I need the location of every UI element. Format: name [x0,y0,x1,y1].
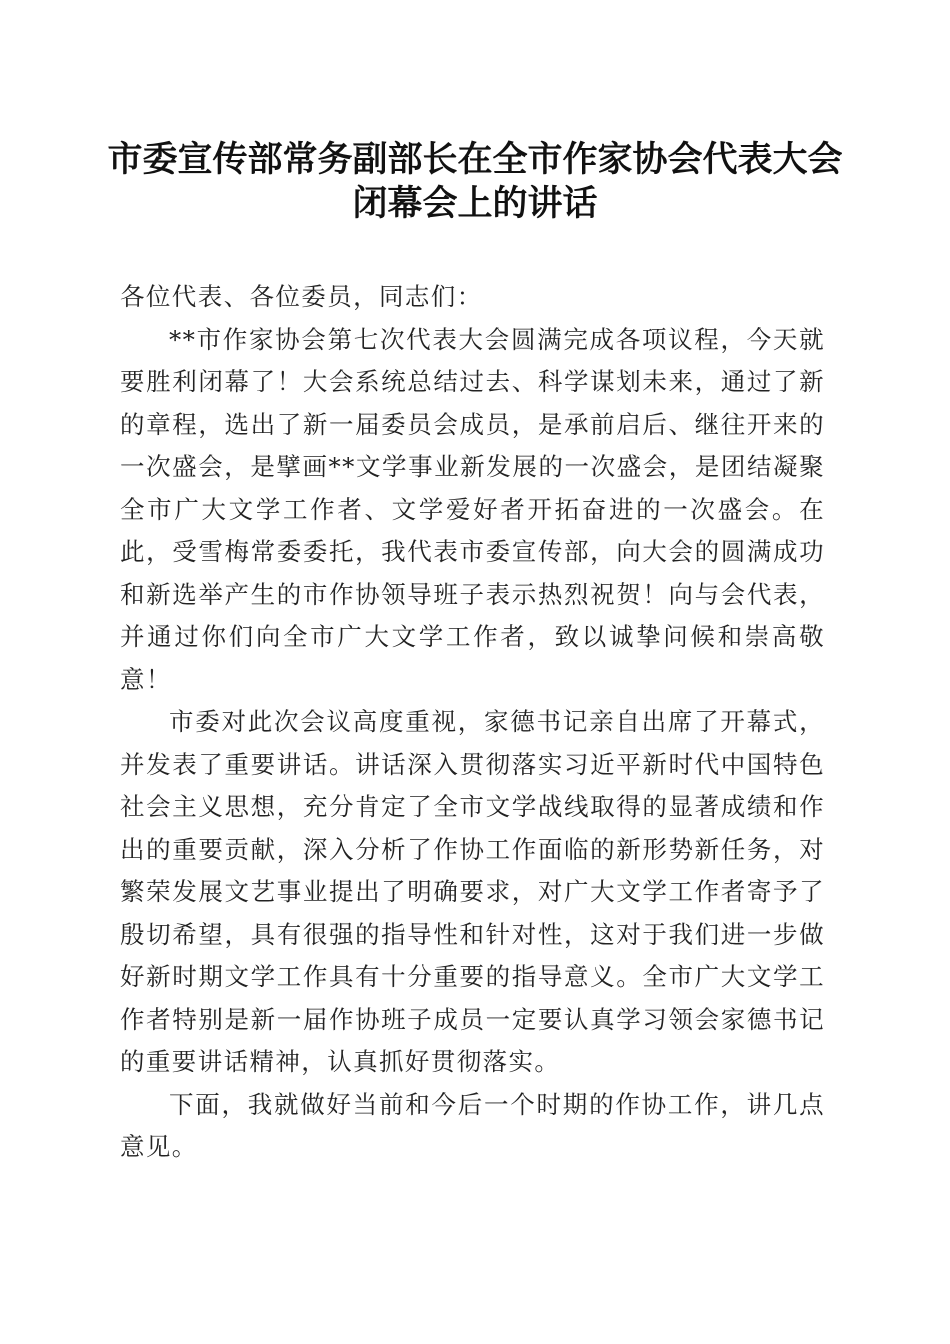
paragraph-3: 下面，我就做好当前和今后一个时期的作协工作，讲几点意见。 [120,1089,825,1161]
document-title: 市委宣传部常务副部长在全市作家协会代表大会闭幕会上的讲话 [107,139,843,224]
salutation: 各位代表、各位委员，同志们： [120,282,483,311]
paragraph-1: **市作家协会第七次代表大会圆满完成各项议程，今天就要胜利闭幕了！大会系统总结过去、科学谋划未来，通过了新的章程，选出了新一届委员会成员，是承前启后、继往开来的一次盛会，是擘画**文学事业新发展的一次盛会，是团结凝聚全市广大文学工作者、文学爱好者开拓奋进的一次盛会。在此，受雪梅常委委托，我代表市委宣传部，向大会的圆满成功和新选举产生的市作协领导班子表示热烈祝贺！向与会代表，并通过你们向全市广大文学工作者，致以诚挚问候和崇高敬意！ [120,324,825,694]
paragraph-2: 市委对此次会议高度重视，家德书记亲自出席了开幕式，并发表了重要讲话。讲话深入贯彻落实习近平新时代中国特色社会主义思想，充分肯定了全市文学战线取得的显著成绩和作出的重要贡献，深入分析了作协工作面临的新形势新任务，对繁荣发展文艺事业提出了明确要求，对广大文学工作者寄予了殷切希望，具有很强的指导性和针对性，这对于我们进一步做好新时期文学工作具有十分重要的指导意义。全市广大文学工作者特别是新一届作协班子成员一定要认真学习领会家德书记的重要讲话精神，认真抓好贯彻落实。 [120,707,825,1076]
document-body [120,276,825,1169]
